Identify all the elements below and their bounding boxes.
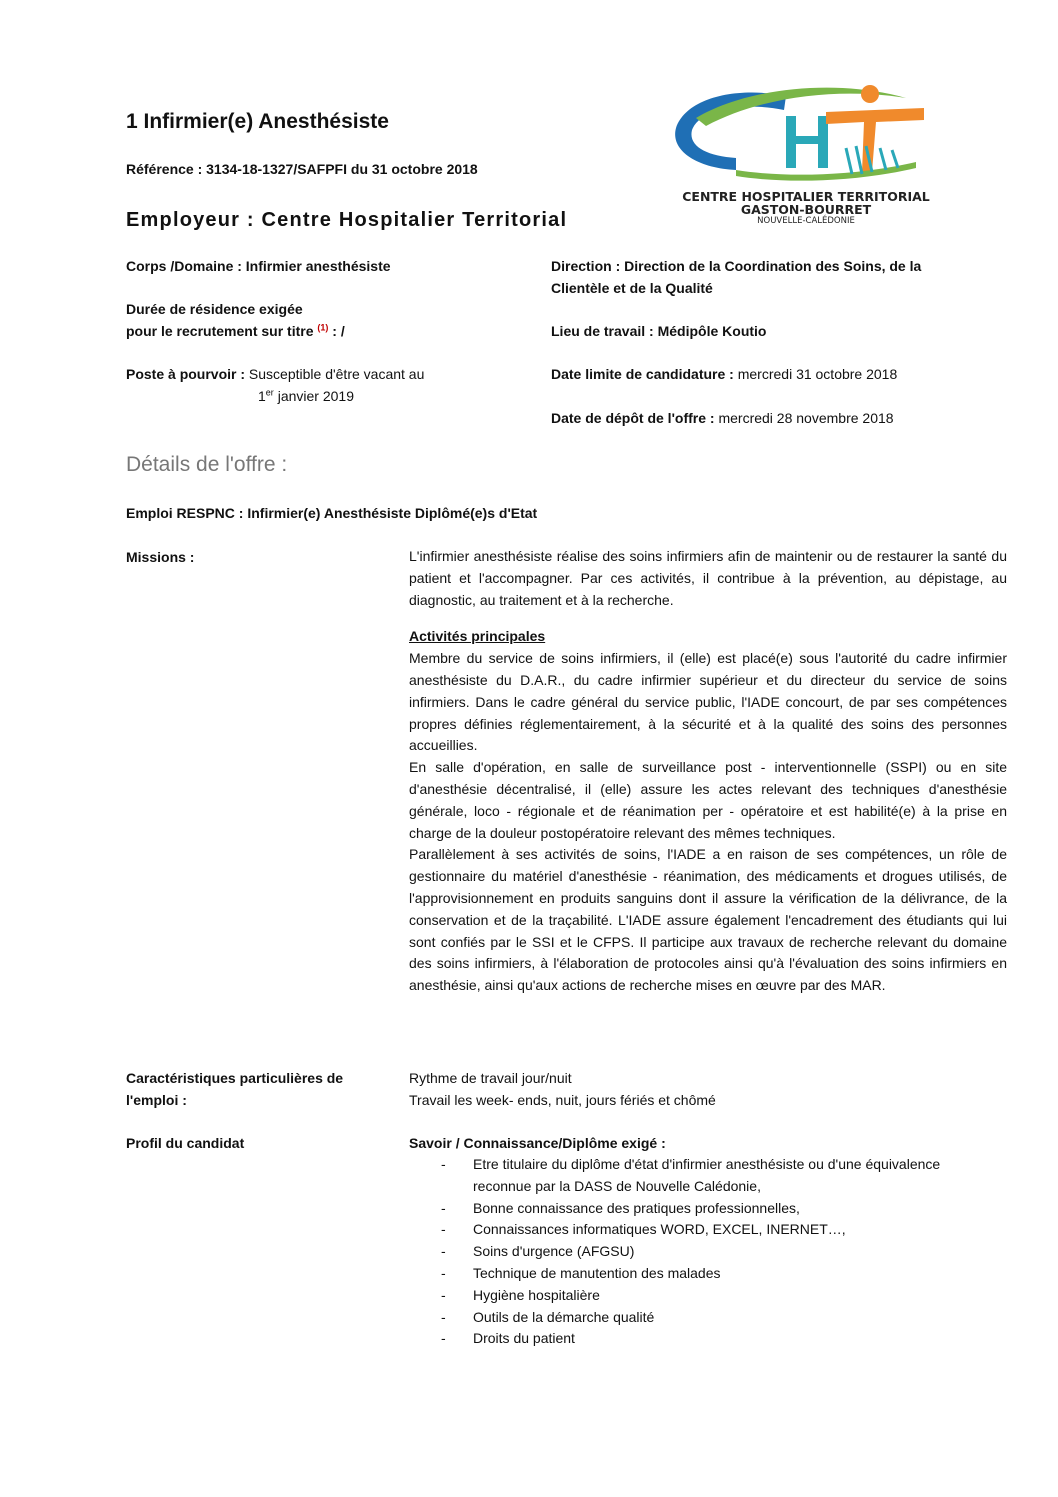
logo-line-3: NOUVELLE-CALÉDONIE: [757, 216, 855, 226]
duree-value: : /: [328, 323, 345, 339]
lieu-label: Lieu de travail :: [551, 323, 658, 339]
list-item: [409, 1328, 969, 1350]
bullet-dash: -: [441, 1199, 446, 1216]
bullet-dash: -: [441, 1308, 446, 1325]
date-depot-value: mercredi 28 novembre 2018: [718, 410, 894, 426]
caracteristiques-value-1: Rythme de travail jour/nuit: [409, 1070, 572, 1086]
date-limite-label: Date limite de candidature :: [551, 366, 738, 382]
list-item-text: Soins d'urgence (AFGSU): [473, 1243, 635, 1260]
bullet-dash: -: [441, 1264, 446, 1281]
list-item: [409, 1198, 969, 1220]
logo-line-1: CENTRE HOSPITALIER TERRITORIAL: [682, 189, 930, 204]
poste-date: [258, 385, 354, 407]
corps-label: Corps /Domaine :: [126, 258, 246, 274]
direction-value-1: Direction de la Coordination des Soins, de la: [624, 258, 922, 274]
poste-label: Poste à pourvoir :: [126, 366, 249, 382]
activites-heading: Activités principales: [409, 628, 546, 645]
activites-paragraph-3: Parallèlement à ses activités de soins, l'IADE a en raison de ses compétences, un rôle de gestionnaire du matériel d'anesthésie - réanimation, des médicaments et drogues utilisés, de l'approvisionnement en produits sanguins dont il assure la vérification de la délivrance, de la conservation et de la traçabilité. L'IADE assure également l'encadrement des étudiants qui lui sont confiés par le SSI et le CFPS. Il participe aux travaux de recherche relevant du domaine des soins infirmiers, à l'élaboration de protocoles ainsi qu'à l'évaluation des soins infirmiers en anesthésie, ainsi qu'aux actions de recherche mises en œuvre par des MAR.: [409, 846, 1007, 994]
lieu-row: [551, 320, 766, 342]
caracteristiques-label-line-2: l'emploi :: [126, 1092, 187, 1108]
caracteristiques-value-2: Travail les week- ends, nuit, jours fériés et chômé: [409, 1092, 716, 1108]
duree-label: pour le recrutement sur titre: [126, 323, 318, 339]
list-item: [409, 1307, 969, 1329]
missions-block: [409, 546, 1007, 997]
bullet-dash: -: [441, 1243, 446, 1260]
duree-footnote: (1): [317, 322, 329, 333]
duree-line-2: [126, 320, 345, 342]
emploi-line: Emploi RESPNC : Infirmier(e) Anesthésiste Diplômé(e)s d'Etat: [126, 505, 538, 521]
direction-row: [551, 255, 971, 299]
poste-value: Susceptible d'être vacant au: [248, 366, 425, 382]
date-limite-row: [551, 363, 897, 385]
profil-label: Profil du candidat: [126, 1135, 245, 1151]
list-item-text: Hygiène hospitalière: [473, 1286, 600, 1303]
date-limite-value: mercredi 31 octobre 2018: [737, 366, 898, 382]
list-item: [409, 1219, 969, 1241]
missions-intro: L'infirmier anesthésiste réalise des soins infirmiers afin de maintenir ou de restaurer la santé du patient et l'accompagner. Par ces activités, il contribue à la prévention, au dépistage, au diagnostic, au traitement et à la recherche.: [409, 548, 1007, 608]
list-item-text: Connaissances informatiques WORD, EXCEL, INERNET…,: [473, 1221, 846, 1238]
details-heading: Détails de l'offre :: [126, 453, 288, 476]
missions-label: Missions :: [126, 549, 195, 565]
date-depot-label: Date de dépôt de l'offre :: [551, 410, 719, 426]
caracteristiques-label-line-1: Caractéristiques particulières de: [126, 1070, 344, 1086]
poste-date-day: 1: [258, 388, 266, 404]
duree-row: [126, 298, 345, 342]
lieu-value: Médipôle Koutio: [657, 323, 767, 339]
corps-row: [126, 255, 391, 277]
list-item: [409, 1154, 969, 1198]
list-item-text: Etre titulaire du diplôme d'état d'infirmier anesthésiste ou d'une équivalence reconnue par la DASS de Nouvelle Calédonie,: [473, 1156, 941, 1194]
caracteristiques-label: [126, 1067, 343, 1111]
list-item-text: Technique de manutention des malades: [473, 1264, 721, 1281]
page-title: 1 Infirmier(e) Anesthésiste: [126, 110, 389, 133]
caracteristiques-values: [409, 1067, 716, 1111]
logo-line-2: GASTON-BOURRET: [740, 202, 872, 217]
corps-value: Infirmier anesthésiste: [245, 258, 391, 274]
duree-line-1: Durée de résidence exigée: [126, 301, 303, 317]
bullet-dash: -: [441, 1286, 446, 1303]
profil-list: [409, 1154, 969, 1350]
bullet-dash: -: [441, 1330, 446, 1347]
employer-heading: Employeur : Centre Hospitalier Territorial: [126, 209, 568, 231]
list-item-text: Bonne connaissance des pratiques professionnelles,: [473, 1199, 800, 1216]
direction-label: Direction :: [551, 258, 625, 274]
activites-paragraph-2: En salle d'opération, en salle de surveillance post - interventionnelle (SSPI) ou en site d'anesthésie décentralisé, il (elle) assure les actes relevant des techniques d'anesthésie générale, loco - régionale et de réanimation per - opératoire et est habilité(e) à la prise en charge de la douleur postopératoire relevant des mêmes techniques.: [409, 759, 1007, 841]
poste-date-sup: er: [265, 387, 274, 398]
bullet-dash: -: [441, 1221, 446, 1238]
profil-block: [409, 1132, 969, 1350]
date-depot-row: [551, 407, 894, 429]
bullet-dash: -: [441, 1156, 446, 1172]
profil-heading: Savoir / Connaissance/Diplôme exigé :: [409, 1135, 666, 1151]
cht-logo: [666, 78, 946, 228]
reference-line: Référence : 3134-18-1327/SAFPFI du 31 octobre 2018: [126, 161, 478, 177]
cht-logo-graphic: [666, 78, 946, 186]
direction-value-2: Clientèle et de la Qualité: [551, 280, 713, 296]
list-item: [409, 1285, 969, 1307]
poste-date-rest: janvier 2019: [273, 388, 354, 404]
list-item-text: Outils de la démarche qualité: [473, 1308, 655, 1325]
poste-row: [126, 363, 424, 385]
activites-paragraph-1: Membre du service de soins infirmiers, il (elle) est placé(e) sous l'autorité du cadre infirmier anesthésiste du D.A.R., du cadre infirmier supérieur et du directeur du service de soins infirmiers. Dans le cadre général du service public, l'IADE concourt, de par ses compétences propres définies réglementairement, à la sécurité et à la qualité des soins des personnes accueillies.: [409, 650, 1007, 754]
list-item-text: Droits du patient: [473, 1330, 575, 1347]
list-item: [409, 1241, 969, 1263]
list-item: [409, 1263, 969, 1285]
